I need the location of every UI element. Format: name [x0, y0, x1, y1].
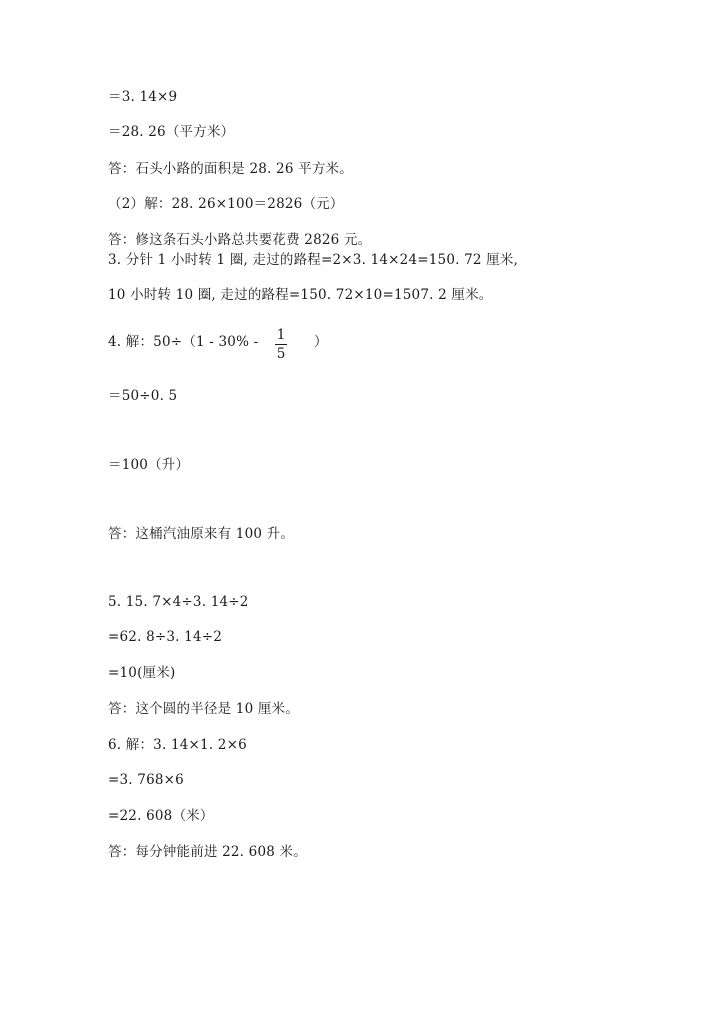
answer-line: 答：这桶汽油原来有 100 升。	[108, 526, 295, 542]
problem-line: 4. 解：50÷（1 - 30% -	[108, 334, 259, 350]
problem-line: 5. 15. 7×4÷3. 14÷2	[108, 594, 249, 610]
calc-line: ＝50÷0. 5	[108, 388, 178, 404]
fraction-denominator: 5	[276, 346, 286, 362]
closing-paren: ）	[314, 334, 328, 350]
calc-line: ＝28. 26（平方米）	[108, 124, 235, 140]
calc-line: （2）解：28. 26×100＝2826（元）	[108, 196, 344, 212]
calc-line: =22. 608（米）	[108, 808, 214, 824]
answer-line: 答：修这条石头小路总共要花费 2826 元。	[108, 232, 372, 248]
answer-line: 答：石头小路的面积是 28. 26 平方米。	[108, 161, 353, 177]
calc-line: =3. 768×6	[108, 772, 184, 788]
calc-line: =10(厘米)	[108, 665, 176, 681]
answer-line: 答：这个圆的半径是 10 厘米。	[108, 701, 299, 717]
problem-line: 6. 解：3. 14×1. 2×6	[108, 737, 247, 753]
fraction-bar	[275, 344, 287, 345]
calc-line: =62. 8÷3. 14÷2	[108, 629, 223, 645]
problem-line: 10 小时转 10 圈, 走过的路程=150. 72×10=1507. 2 厘米。	[108, 287, 493, 303]
fraction-numerator: 1	[276, 327, 286, 343]
calc-line: ＝100（升）	[108, 457, 190, 473]
answer-line: 答：每分钟能前进 22. 608 米。	[108, 844, 307, 860]
problem-line: 3. 分针 1 小时转 1 圈, 走过的路程=2×3. 14×24=150. 72 厘米,	[108, 252, 519, 268]
calc-line: ＝3. 14×9	[108, 89, 178, 105]
fraction	[272, 327, 290, 362]
